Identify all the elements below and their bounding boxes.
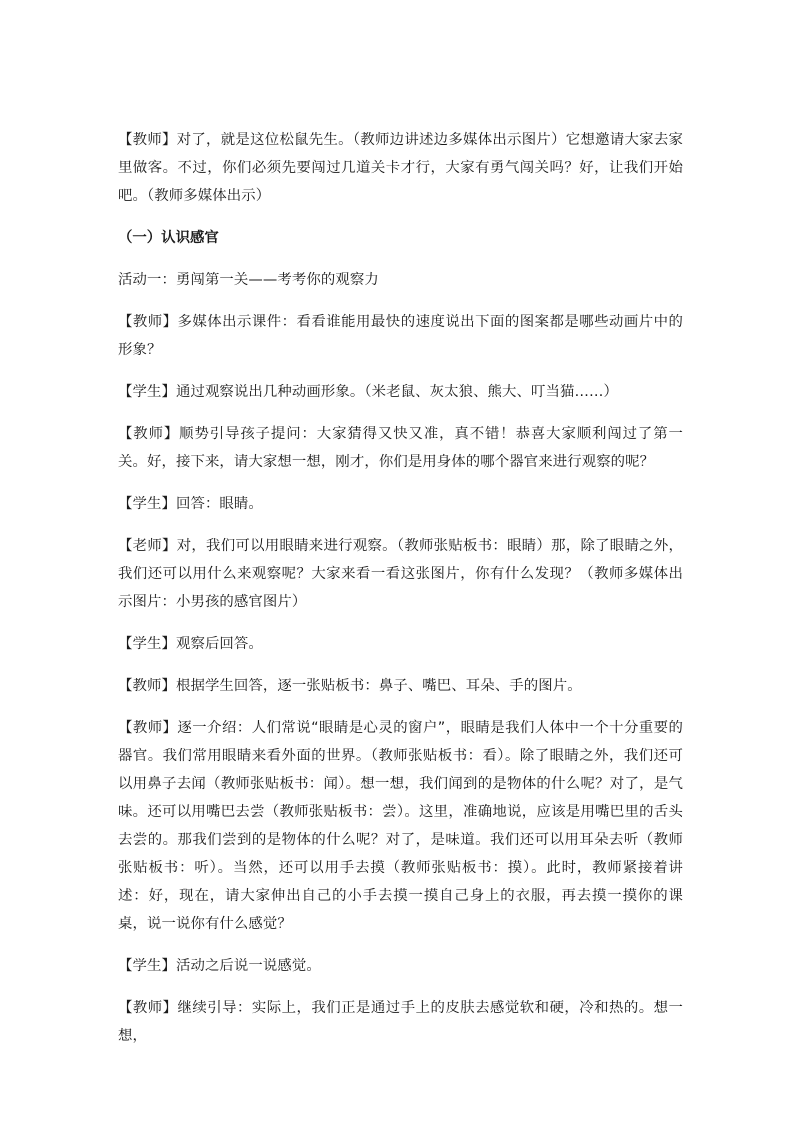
paragraph-activity-one: 活动一：勇闯第一关——考考你的观察力 — [118, 272, 379, 288]
paragraph-teacher-intro: 【教师】对了，就是这位松鼠先生。（教师边讲述边多媒体出示图片）它想邀请大家去家里做客。不过，你们必须先要闯过几道关卡才行，大家有勇气闯关吗？好，让我们开始吧。（教师多媒体出示） — [118, 132, 683, 204]
paragraph-teacher-observe: 【老师】对，我们可以用眼睛来进行观察。（教师张贴板书：眼睛）那，除了眼睛之外，我们还可以用什么来观察呢？大家来看一看这张图片，你有什么发现？（教师多媒体出示图片：小男孩的感官图片） — [118, 538, 683, 610]
paragraph-student-answer: 【学生】观察后回答。 — [118, 636, 263, 652]
paragraph-teacher-courseware: 【教师】多媒体出示课件：看看谁能用最快的速度说出下面的图案都是哪些动画片中的形象？ — [118, 314, 683, 358]
paragraph-student-feeling: 【学生】活动之后说一说感觉。 — [118, 958, 321, 974]
paragraph-teacher-senses: 【教师】逐一介绍：人们常说“眼睛是心灵的窗户”，眼睛是我们人体中一个十分重要的器官。我们常用眼睛来看外面的世界。（教师张贴板书：看）。除了眼睛之外，我们还可以用鼻子去闻（教师张贴板书：闻）。想一想，我们闻到的是物体的什么呢？对了，是气味。还可以用嘴巴去尝（教师张贴板书：尝）。这里，准确地说，应该是用嘴巴里的舌头去尝的。那我们尝到的是物体的什么呢？对了，是味道。我们还可以用耳朵去听（教师张贴板书：听）。当然，还可以用手去摸（教师张贴板书：摸）。此时，教师紧接着讲述：好，现在，请大家伸出自己的小手去摸一摸自己身上的衣服，再去摸一摸你的课桌，说一说你有什么感觉？ — [118, 720, 683, 932]
paragraph-teacher-board: 【教师】根据学生回答，逐一张贴板书：鼻子、嘴巴、耳朵、手的图片。 — [118, 678, 582, 694]
paragraph-student-eyes: 【学生】回答：眼睛。 — [118, 496, 263, 512]
section-heading: （一）认识感官 — [118, 230, 219, 246]
paragraph-student-cartoons: 【学生】通过观察说出几种动画形象。（米老鼠、灰太狼、熊大、叮当猫……） — [118, 384, 618, 400]
paragraph-teacher-continue: 【教师】继续引导：实际上，我们正是通过手上的皮肤去感觉软和硬，冷和热的。想一想， — [118, 1000, 683, 1044]
document-body — [118, 126, 683, 1064]
paragraph-teacher-question: 【教师】顺势引导孩子提问：大家猜得又快又准，真不错！恭喜大家顺利闯过了第一关。好，接下来，请大家想一想，刚才，你们是用身体的哪个器官来进行观察的呢？ — [118, 426, 683, 470]
